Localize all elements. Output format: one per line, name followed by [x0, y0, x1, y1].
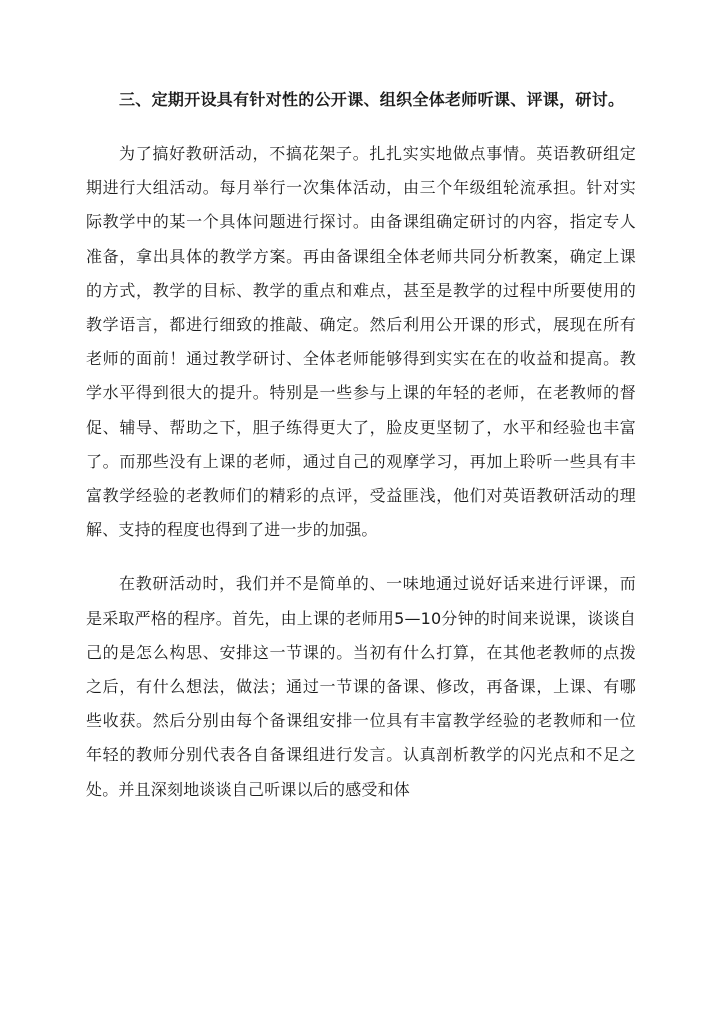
paragraph-evaluation-process: 在教研活动时，我们并不是简单的、一味地通过说好话来进行评课，而是采取严格的程序。首先，由上课的老师用5—10分钟的时间来说课，谈谈自己的是怎么构思、安排这一节课的。当初有什么打算，在其他老教师的点拨之后，有什么想法，做法；通过一节课的备课、修改，再备课，上课、有哪些收获。然后分别由每个备课组安排一位具有丰富教学经验的老教师和一位年轻的教师分别代表各自备课组进行发言。认真剖析教学的闪光点和不足之处。并且深刻地谈谈自己听课以后的感受和体: [86, 574, 636, 799]
spacer: [86, 547, 636, 567]
document-body: [86, 82, 636, 807]
spacer: [86, 118, 636, 137]
section-heading: 三、定期开设具有针对性的公开课、组织全体老师听课、评课，研讨。: [119, 90, 625, 109]
paragraph-teaching-research: 为了搞好教研活动，不搞花架子。扎扎实实地做点事情。英语教研组定期进行大组活动。每月举行一次集体活动，由三个年级组轮流承担。针对实际教学中的某一个具体问题进行探讨。由备课组确定研讨的内容，指定专人准备，拿出具体的教学方案。再由备课组全体老师共同分析教案，确定上课的方式，教学的目标、教学的重点和难点，甚至是教学的过程中所要使用的教学语言，都进行细致的推敲、确定。然后利用公开课的形式，展现在所有老师的面前！通过教学研讨、全体老师能够得到实实在在的收益和提高。教学水平得到很大的提升。特别是一些参与上课的年轻的老师，在老教师的督促、辅导、帮助之下，胆子练得更大了，脸皮更坚韧了，水平和经验也丰富了。而那些没有上课的老师，通过自己的观摩学习，再加上聆听一些具有丰富教学经验的老教师们的精彩的点评，受益匪浅，他们对英语教研活动的理解、支持的程度也得到了进一步的加强。: [86, 144, 636, 540]
